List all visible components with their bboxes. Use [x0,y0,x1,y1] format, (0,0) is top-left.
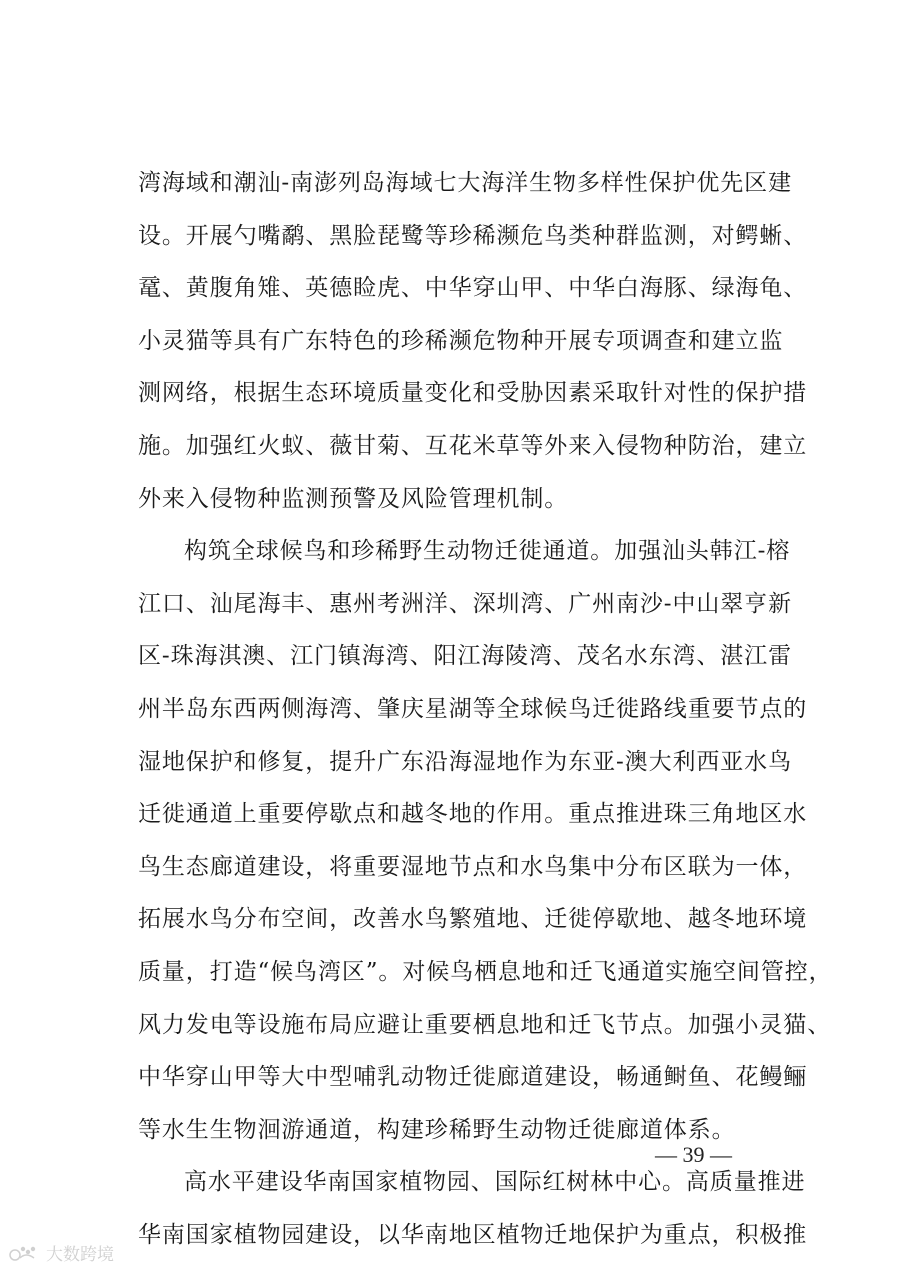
text-line: 湿地保护和修复，提升广东沿海湿地作为东亚-澳大利西亚水鸟 [138,748,792,775]
text-line: 中华穿山甲等大中型哺乳动物迁徙廊道建设，畅通鲥鱼、花鳗鲡 [138,1064,808,1091]
paw-logo-icon [8,1243,42,1263]
text-line: 江口、汕尾海丰、惠州考洲洋、深圳湾、广州南沙-中山翠亨新 [138,590,792,617]
text-line: 施。加强红火蚁、薇甘菊、互花米草等外来入侵物种防治，建立 [138,432,808,459]
text-line: 迁徙通道上重要停歇点和越冬地的作用。重点推进珠三角地区水 [138,801,808,828]
text-line: 风力发电等设施布局应避让重要栖息地和迁飞节点。加强小灵猫、 [138,1011,832,1038]
paragraph-heading-line: 构筑全球候鸟和珍稀野生动物迁徙通道。加强汕头韩江-榕 [184,538,791,565]
text-line: 等水生生物洄游通道，构建珍稀野生动物迁徙廊道体系。 [138,1116,736,1143]
text-line: 州半岛东西两侧海湾、肇庆星湖等全球候鸟迁徙路线重要节点的 [138,695,808,722]
text-line: 外来入侵物种监测预警及风险管理机制。 [138,485,569,512]
text-line: 鸟生态廊道建设，将重要湿地节点和水鸟集中分布区联为一体， [138,853,808,880]
text-line: 小灵猫等具有广东特色的珍稀濒危物种开展专项调查和建立监 [138,327,784,354]
text-line: 拓展水鸟分布空间，改善水鸟繁殖地、迁徙停歇地、越冬地环境 [138,906,808,933]
text-line: 设。开展勺嘴鹬、黑脸琵鹭等珍稀濒危鸟类种群监测，对鳄蜥、 [138,222,808,249]
body-text [138,163,833,1267]
text-line: 湾海域和潮汕-南澎列岛海域七大海洋生物多样性保护优先区建 [138,170,792,196]
watermark [8,1240,114,1265]
text-line: 华南国家植物园建设，以华南地区植物迁地保护为重点，积极推 [138,1221,808,1248]
text-line: 区-珠海淇澳、江门镇海湾、阳江海陵湾、茂名水东湾、湛江雷 [138,643,792,670]
text-line: 测网络，根据生态环境质量变化和受胁因素采取针对性的保护措 [138,380,808,407]
watermark-text: 大数跨境 [46,1245,114,1265]
text-line: 质量，打造“候鸟湾区”。对候鸟栖息地和迁飞通道实施空间管控， [138,958,833,985]
paragraph-heading-line: 高水平建设华南国家植物园、国际红树林中心。高质量推进 [184,1169,806,1196]
page-number: — 39 — [655,1142,732,1167]
text-line: 鼋、黄腹角雉、英德睑虎、中华穿山甲、中华白海豚、绿海龟、 [138,275,808,302]
